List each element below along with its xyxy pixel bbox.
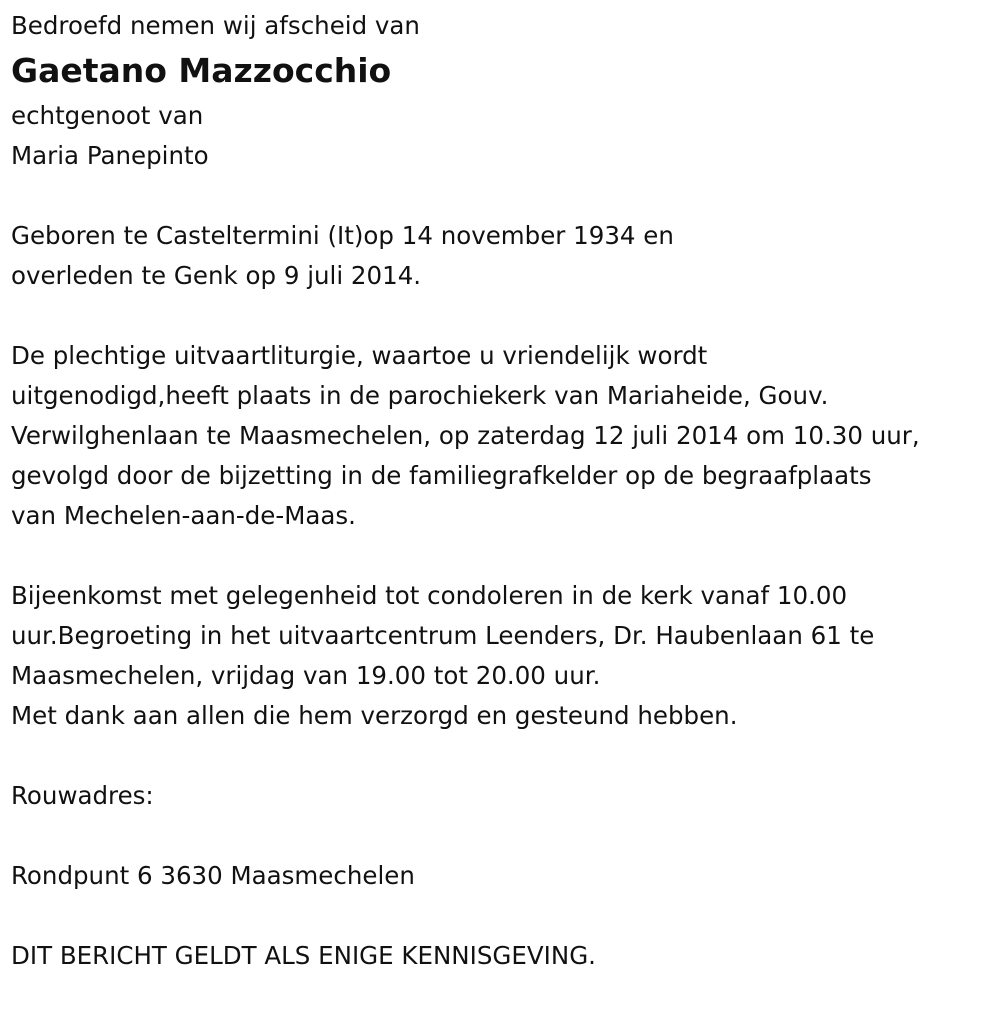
liturgy-line: van Mechelen-aan-de-Maas. [11, 501, 356, 530]
liturgy-line: uitgenodigd,heeft plaats in de parochiekerk van Mariaheide, Gouv. [11, 381, 829, 410]
liturgy-line: De plechtige uitvaartliturgie, waartoe u vriendelijk wordt [11, 341, 708, 370]
birth-line: Geboren te Casteltermini (It)op 14 november 1934 en [11, 221, 674, 250]
gathering-line: Bijeenkomst met gelegenheid tot condoleren in de kerk vanaf 10.00 [11, 581, 848, 610]
spacer [11, 816, 1000, 856]
spacer [11, 536, 1000, 576]
notice-line: DIT BERICHT GELDT ALS ENIGE KENNISGEVING. [11, 941, 596, 970]
liturgy-line: Verwilghenlaan te Maasmechelen, op zaterdag 12 juli 2014 om 10.30 uur, [11, 421, 920, 450]
spouse-name: Maria Panepinto [11, 141, 209, 170]
address-label: Rouwadres: [11, 781, 154, 810]
spacer [11, 176, 1000, 216]
spouse-label: echtgenoot van [11, 101, 204, 130]
death-line: overleden te Genk op 9 juli 2014. [11, 261, 422, 290]
spacer [11, 896, 1000, 936]
gathering-line: uur.Begroeting in het uitvaartcentrum Leenders, Dr. Haubenlaan 61 te [11, 621, 875, 650]
intro-text: Bedroefd nemen wij afscheid van [11, 11, 420, 40]
deceased-name: Gaetano Mazzocchio [11, 51, 392, 90]
spacer [11, 736, 1000, 776]
liturgy-line: gevolgd door de bijzetting in de familiegrafkelder op de begraafplaats [11, 461, 872, 490]
gathering-line: Maasmechelen, vrijdag van 19.00 tot 20.00 uur. [11, 661, 601, 690]
spacer [11, 296, 1000, 336]
address-value: Rondpunt 6 3630 Maasmechelen [11, 861, 415, 890]
thanks-line: Met dank aan allen die hem verzorgd en gesteund hebben. [11, 701, 738, 730]
